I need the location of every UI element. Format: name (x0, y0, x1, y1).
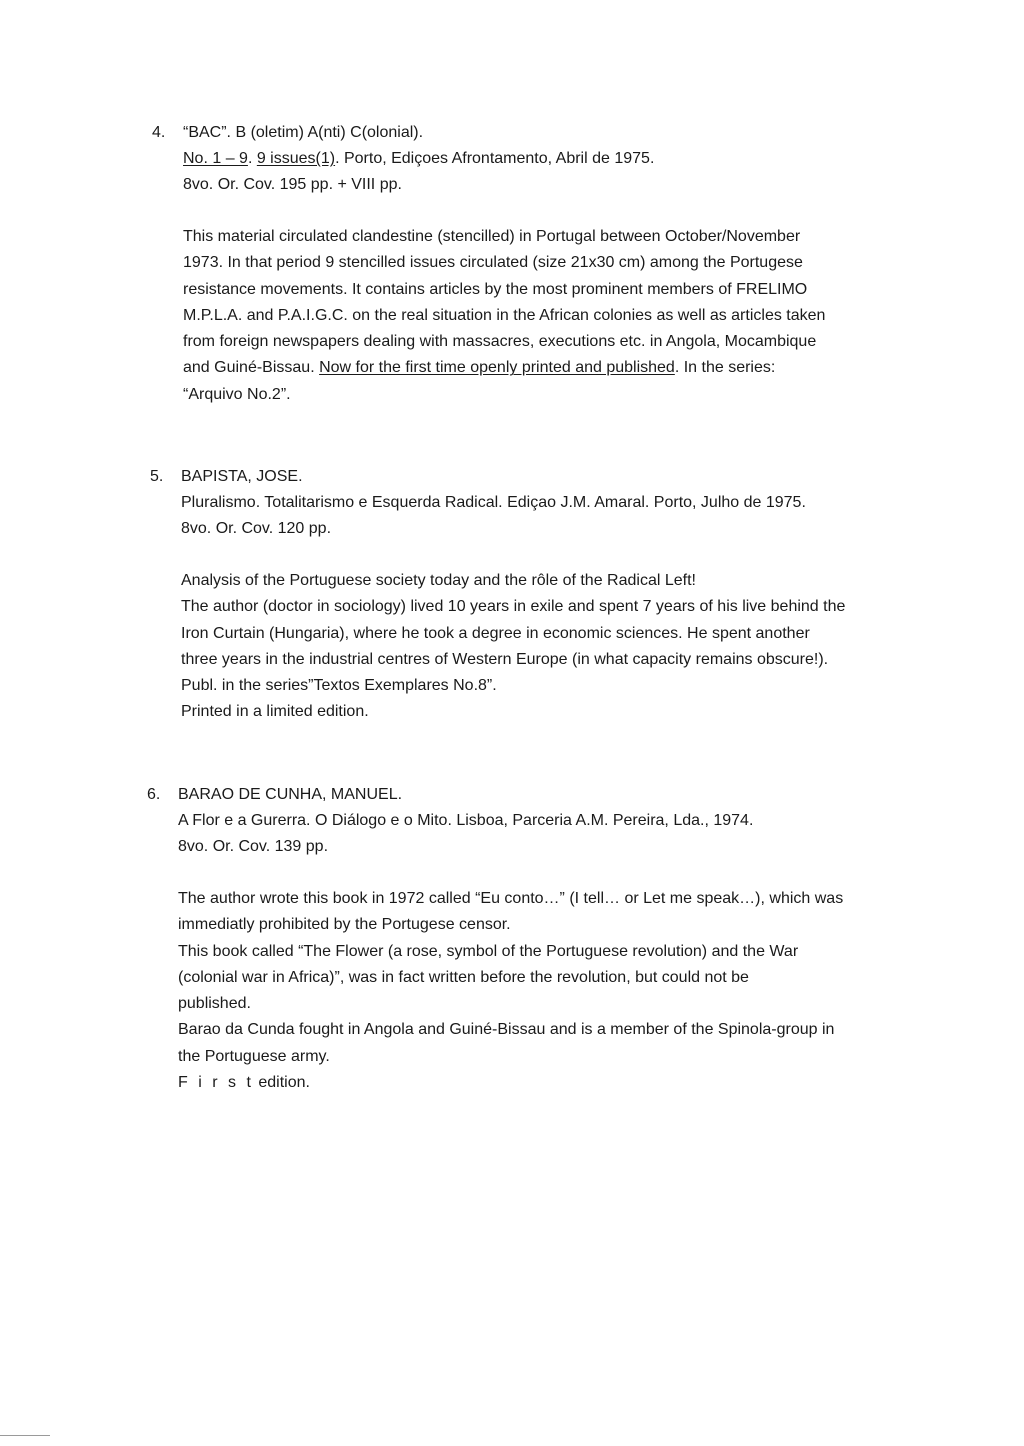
entry-format: 8vo. Or. Cov. 195 pp. + VIII pp. (183, 176, 402, 193)
description-line: The author wrote this book in 1972 called “Eu conto…” (I tell… or Let me speak…), which was (178, 890, 844, 907)
issue-count: 9 issues(1) (256, 150, 336, 167)
description-line: Iron Curtain (Hungaria), where he took a degree in economic sciences. He spent another (181, 624, 810, 642)
description-line: Printed in a limited edition. (181, 703, 369, 721)
description-line: immediatly prohibited by the Portugese censor. (178, 916, 511, 934)
description-line: Analysis of the Portuguese society today and the rôle of the Radical Left! (181, 572, 696, 589)
entry-title: “BAC”. B (oletim) A(nti) C(olonial). (183, 124, 424, 141)
description-line: The author (doctor in sociology) lived 10 years in exile and spent 7 years of his live behind the (181, 598, 846, 616)
issue-separator: . (247, 150, 257, 167)
edition-text: edition. (253, 1074, 310, 1092)
entry-body (183, 120, 913, 408)
description-line: the Portuguese army. (178, 1047, 330, 1065)
entry-description (178, 886, 908, 1096)
entry-format: 8vo. Or. Cov. 120 pp. (181, 520, 332, 537)
scan-edge-line (0, 1435, 50, 1436)
entry-number: 6. (147, 786, 161, 803)
entry-body (181, 464, 911, 726)
description-line: This book called “The Flower (a rose, symbol of the Portuguese revolution) and the War (178, 942, 799, 960)
description-line: (colonial war in Africa)”, was in fact written before the revolution, but could not be (178, 968, 749, 986)
description-line: This material circulated clandestine (stencilled) in Portugal between October/November (183, 228, 801, 245)
entry-format: 8vo. Or. Cov. 139 pp. (178, 838, 329, 855)
description-line: M.P.L.A. and P.A.I.G.C. on the real situation in the African colonies as well as articles taken (183, 306, 826, 324)
entry-title: BARAO DE CUNHA, MANUEL. (178, 786, 403, 803)
description-line (183, 355, 913, 381)
entry-number: 4. (152, 124, 166, 141)
description-text: and Guiné-Bissau. (183, 359, 320, 377)
entry-description (183, 224, 913, 408)
entry-number: 5. (150, 468, 164, 485)
edition-line (178, 1070, 908, 1096)
edition-spaced-text: F i r s t (178, 1074, 254, 1092)
entry-issues (183, 146, 913, 172)
publisher-info: . Porto, Ediçoes Afrontamento, Abril de 1975. (335, 150, 655, 167)
description-line: published. (178, 995, 251, 1013)
description-line: three years in the industrial centres of Western Europe (in what capacity remains obscure!). (181, 650, 829, 668)
highlight-text: Now for the first time openly printed and published (319, 359, 675, 377)
description-line: 1973. In that period 9 stencilled issues circulated (size 21x30 cm) among the Portugese (183, 254, 803, 272)
description-line: from foreign newspapers dealing with massacres, executions etc. in Angola, Mocambique (183, 333, 817, 351)
description-line: “Arquivo No.2”. (183, 385, 291, 403)
entry-body (178, 782, 908, 1096)
description-line: Barao da Cunda fought in Angola and Guiné-Bissau and is a member of the Spinola-group in (178, 1021, 835, 1039)
description-line: Publ. in the series”Textos Exemplares No.8”. (181, 677, 497, 695)
entry-description (181, 568, 911, 726)
entry-subtitle: Pluralismo. Totalitarismo e Esquerda Radical. Ediçao J.M. Amaral. Porto, Julho de 1975. (181, 494, 806, 511)
issue-range: No. 1 – 9 (183, 150, 248, 167)
entry-subtitle: A Flor e a Gurerra. O Diálogo e o Mito. Lisboa, Parceria A.M. Pereira, Lda., 1974. (178, 812, 754, 829)
description-text: . In the series: (674, 359, 776, 377)
entry-title: BAPISTA, JOSE. (181, 468, 303, 485)
description-line: resistance movements. It contains articles by the most prominent members of FRELIMO (183, 280, 808, 298)
